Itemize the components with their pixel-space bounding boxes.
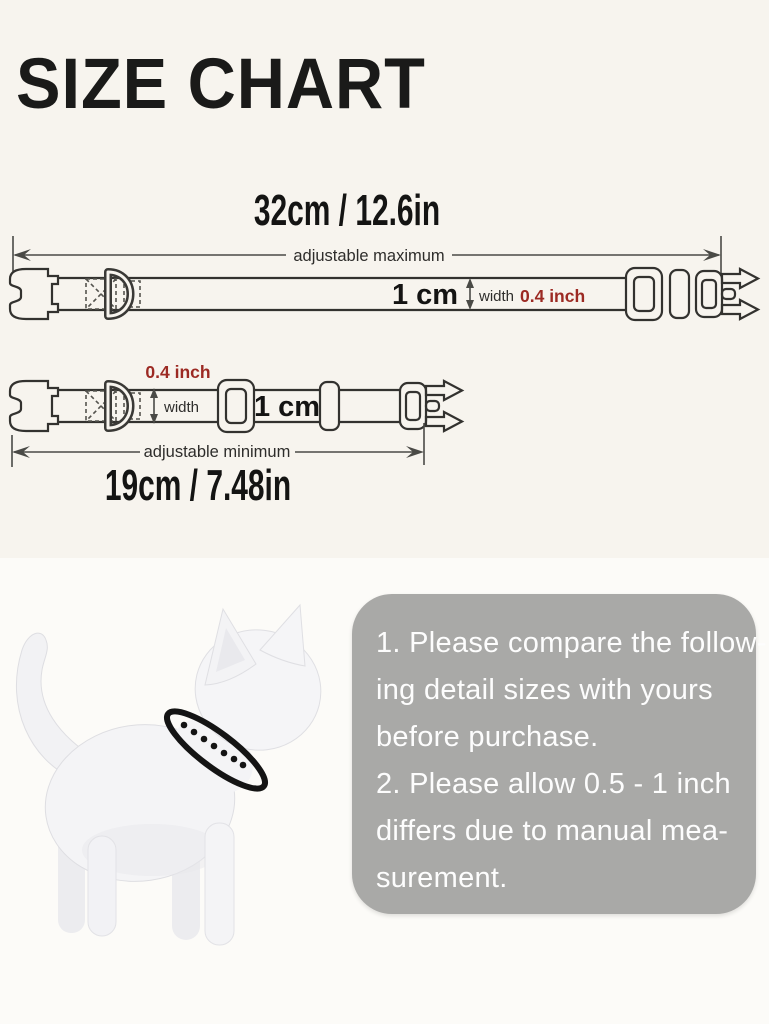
male-clip-prong-bottom xyxy=(722,300,758,319)
width-arrow-down xyxy=(466,300,474,310)
male-clip xyxy=(696,269,758,319)
male-clip-frame xyxy=(400,383,426,429)
max-width-word: width xyxy=(479,288,515,305)
measure-dot xyxy=(181,722,188,729)
male-clip-prong-top xyxy=(426,381,462,400)
note-line-2: ing detail sizes with yours xyxy=(376,674,713,706)
keeper-band xyxy=(320,382,339,430)
cat-front-leg-near xyxy=(205,823,234,945)
d-ring-outline xyxy=(108,272,131,316)
measure-dot xyxy=(201,736,208,743)
d-ring xyxy=(108,384,131,428)
max-range-label: adjustable maximum xyxy=(293,247,445,265)
width-arrow-icon xyxy=(466,278,474,310)
min-range-label: adjustable minimum xyxy=(143,443,291,461)
notes-box xyxy=(352,594,767,914)
width-arrow-icon xyxy=(150,388,158,424)
d-ring xyxy=(108,272,131,316)
measure-dot xyxy=(191,729,198,736)
male-clip xyxy=(400,381,462,431)
slider-outer xyxy=(218,380,254,432)
male-clip-frame xyxy=(696,271,722,317)
male-clip-tab xyxy=(426,401,439,411)
tri-glide-slider xyxy=(626,268,662,320)
cat-figure xyxy=(2,588,347,948)
max-width-cm-label: 1 cm xyxy=(391,279,459,311)
measure-dot xyxy=(221,750,228,757)
male-clip-prong-top xyxy=(722,269,758,288)
male-clip-prong-bottom xyxy=(426,412,462,431)
min-width-word: width xyxy=(164,399,200,416)
measure-dot xyxy=(211,743,218,750)
d-ring-outline xyxy=(108,384,131,428)
max-width-inch-label: 0.4 inch xyxy=(520,286,586,306)
width-arrow-up xyxy=(466,278,474,288)
min-size-label: 19cm / 7.48in xyxy=(104,461,292,510)
slider-outer xyxy=(626,268,662,320)
min-width-inch-label: 0.4 inch xyxy=(145,362,211,382)
note-line-4: 2. Please allow 0.5 - 1 inch xyxy=(376,768,731,800)
male-clip-tab xyxy=(722,289,735,299)
collar-max-diagram xyxy=(0,228,769,346)
note-line-5: differs due to manual mea- xyxy=(376,815,729,847)
measure-dot xyxy=(231,756,238,763)
female-buckle xyxy=(10,381,58,431)
tri-glide-slider xyxy=(218,380,254,432)
max-dimension-line xyxy=(13,236,721,274)
note-line-1: 1. Please compare the follow- xyxy=(376,627,767,659)
measure-dot xyxy=(240,762,247,769)
min-width-cm-label: 1 cm xyxy=(253,391,321,423)
cat-back-leg-near xyxy=(88,836,116,936)
female-buckle xyxy=(10,269,58,319)
note-line-3: before purchase. xyxy=(376,721,599,753)
max-size-label: 32cm / 12.6in xyxy=(253,186,441,235)
keeper-band xyxy=(670,270,689,318)
page-title: SIZE CHART xyxy=(16,45,426,124)
note-line-6: surement. xyxy=(376,862,508,894)
